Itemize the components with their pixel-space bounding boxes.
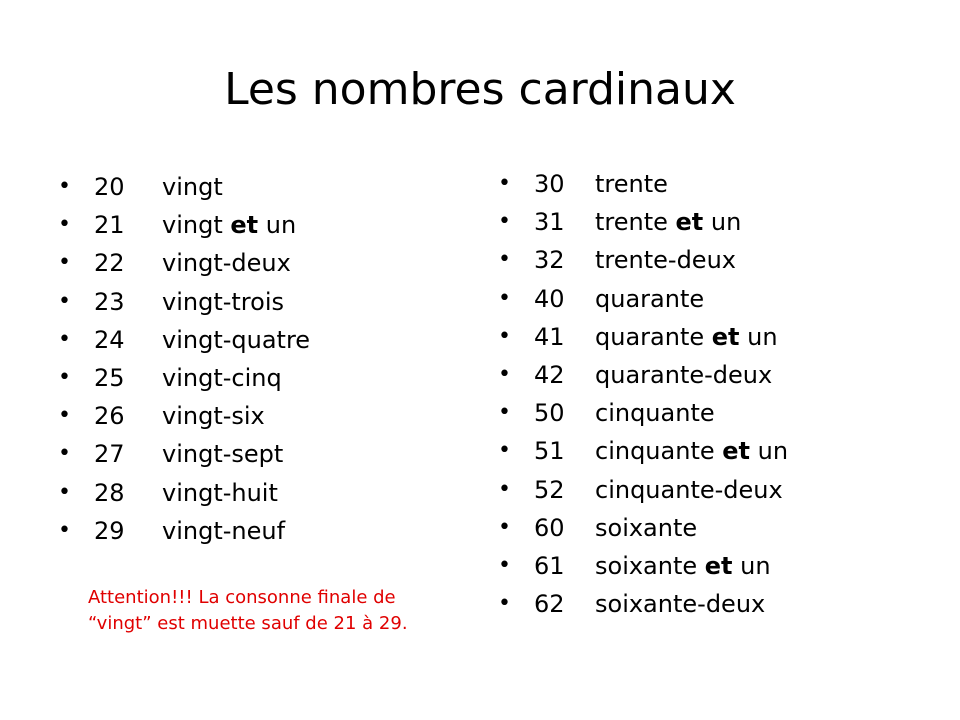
number-word-text: vingt-huit	[162, 478, 278, 507]
number-word-text: un	[258, 211, 297, 240]
number-word-text: trente-deux	[595, 246, 736, 275]
attention-note-line-1: Attention!!! La consonne finale de	[88, 587, 396, 608]
number-word-text: un	[732, 551, 771, 580]
number-word-text: trente	[595, 170, 668, 198]
bullet-icon: •	[498, 438, 511, 464]
number-digits: 31	[534, 208, 565, 237]
number-word-text: quarante	[595, 322, 712, 351]
number-digits: 51	[534, 437, 565, 466]
number-word	[595, 280, 704, 318]
number-word-text: quarante-deux	[595, 360, 773, 389]
number-word	[162, 168, 223, 206]
number-word	[162, 244, 291, 282]
number-word	[595, 585, 765, 623]
number-digits: 32	[534, 246, 565, 275]
number-digits: 24	[94, 325, 125, 354]
number-digits: 52	[534, 475, 565, 504]
number-word-text: vingt-quatre	[162, 325, 311, 354]
bullet-icon: •	[58, 174, 71, 199]
bullet-icon: •	[58, 212, 71, 238]
bullet-icon: •	[58, 403, 71, 429]
number-digits: 30	[534, 170, 565, 198]
bullet-icon: •	[498, 171, 511, 196]
number-word	[162, 397, 265, 435]
number-digits: 22	[94, 249, 125, 278]
bullet-icon: •	[498, 285, 511, 311]
bullet-icon: •	[498, 476, 511, 502]
number-digits: 27	[94, 440, 125, 469]
number-word	[162, 321, 310, 359]
number-word-text: cinquante	[595, 399, 715, 428]
bullet-icon: •	[498, 361, 511, 387]
number-digits: 23	[94, 287, 125, 316]
number-digits: 21	[94, 211, 125, 240]
slide-title: Les nombres cardinaux	[224, 64, 736, 115]
bullet-icon: •	[58, 517, 71, 543]
bullet-icon: •	[58, 326, 71, 352]
conjunction-et: et	[675, 208, 704, 237]
number-word	[162, 435, 283, 473]
bullet-icon: •	[498, 552, 511, 578]
number-word-text: un	[703, 208, 742, 237]
number-word-text: vingt-cinq	[162, 363, 282, 392]
number-word	[595, 356, 772, 394]
bullet-icon: •	[498, 591, 511, 617]
number-digits: 20	[94, 173, 125, 201]
number-digits: 29	[94, 516, 125, 545]
number-word	[595, 394, 715, 432]
number-word	[162, 206, 296, 244]
number-word	[162, 359, 282, 397]
number-word-text: vingt-trois	[162, 287, 284, 316]
number-word-text: vingt-neuf	[162, 516, 286, 545]
attention-note	[88, 585, 448, 637]
number-word-text: vingt	[162, 211, 231, 240]
number-word	[595, 241, 736, 279]
number-word-text: soixante	[595, 513, 698, 542]
number-digits: 26	[94, 402, 125, 431]
number-word	[595, 203, 741, 241]
number-word	[595, 471, 783, 509]
number-word-text: vingt-six	[162, 402, 265, 431]
number-digits: 41	[534, 322, 565, 351]
number-word-text: un	[739, 322, 778, 351]
bullet-icon: •	[58, 479, 71, 505]
number-word	[162, 283, 284, 321]
number-word	[162, 474, 278, 512]
number-digits: 42	[534, 360, 565, 389]
bullet-icon: •	[58, 288, 71, 314]
number-word	[595, 318, 778, 356]
bullet-icon: •	[498, 323, 511, 349]
number-word-text: vingt-deux	[162, 249, 291, 278]
bullet-icon: •	[58, 441, 71, 467]
bullet-icon: •	[498, 209, 511, 235]
number-word	[595, 432, 788, 470]
number-word-text: soixante	[595, 551, 705, 580]
number-digits: 40	[534, 284, 565, 313]
bullet-icon: •	[498, 514, 511, 540]
bullet-icon: •	[498, 247, 511, 273]
bullet-icon: •	[58, 250, 71, 276]
number-word-text: quarante	[595, 284, 705, 313]
number-digits: 50	[534, 399, 565, 428]
number-word-text: trente	[595, 208, 676, 237]
number-word-text: cinquante	[595, 437, 723, 466]
number-digits: 62	[534, 590, 565, 619]
bullet-icon: •	[58, 364, 71, 390]
conjunction-et: et	[711, 322, 740, 351]
number-word	[162, 512, 285, 550]
number-digits: 28	[94, 478, 125, 507]
number-word-text: soixante-deux	[595, 590, 766, 619]
number-word-text: vingt	[162, 173, 223, 201]
number-word	[595, 547, 771, 585]
number-word-text: cinquante-deux	[595, 475, 783, 504]
number-digits: 60	[534, 513, 565, 542]
number-digits: 25	[94, 363, 125, 392]
number-word-text: un	[750, 437, 789, 466]
number-word	[595, 165, 668, 203]
conjunction-et: et	[704, 551, 733, 580]
conjunction-et: et	[722, 437, 750, 466]
number-digits: 61	[534, 551, 565, 580]
attention-note-line-2: “vingt” est muette sauf de 21 à 29.	[88, 613, 408, 634]
bullet-icon: •	[498, 400, 511, 426]
conjunction-et: et	[230, 211, 259, 240]
number-word	[595, 509, 697, 547]
number-word-text: vingt-sept	[162, 440, 284, 469]
